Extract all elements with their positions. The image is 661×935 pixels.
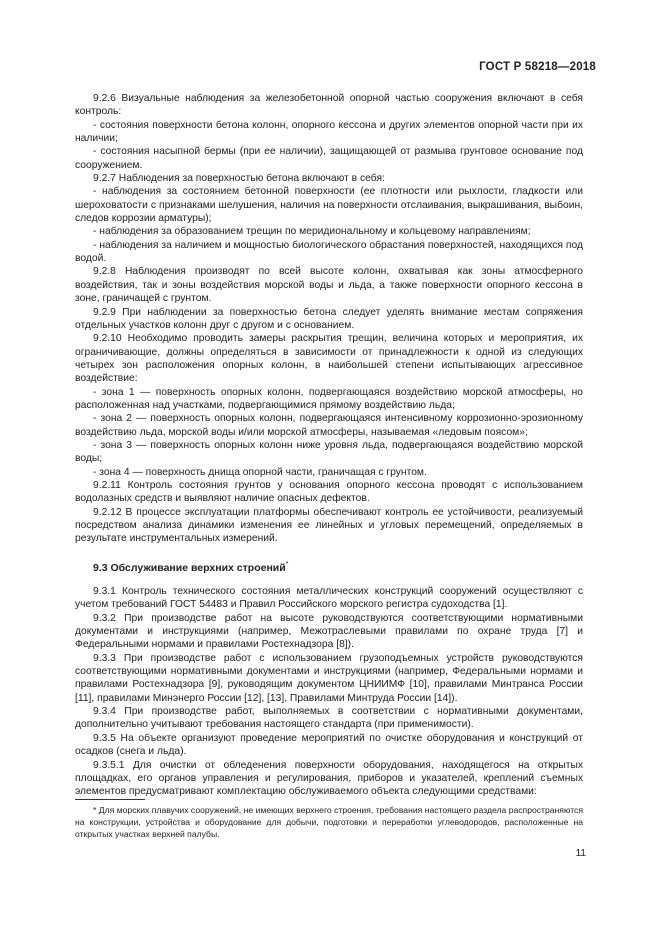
document-body xyxy=(75,92,583,799)
list-item: - наблюдения за образованием трещин по меридиональному и кольцевому направлениям; xyxy=(93,226,531,238)
paragraph: 9.2.8 Наблюдения производят по всей высоте колонн, охватывая как зоны атмосферного воздействия, так и зоны воздействия морской воды и льда, а также поверхности опорного кессона в зоне, граничащей с грунтом. xyxy=(75,266,583,305)
footnote-mark: * xyxy=(285,560,289,568)
paragraph: 9.2.7 Наблюдения за поверхностью бетона включают в себя: xyxy=(93,173,385,185)
list-item: - зона 2 — поверхность опорных колонн, подвергающаяся интенсивному коррозионно-эрозионному воздействию льда, морской воды и/или морской атмосферы, называемая «ледовым поясом»; xyxy=(75,413,583,438)
list-item: - зона 4 — поверхность днища опорной части, граничащая с грунтом. xyxy=(93,466,427,478)
paragraph: 9.3.1 Контроль технического состояния металлических конструкций сооружений осуществляют с учетом требований ГОСТ 54483 и Правил Российского морского регистра судоходства [1]. xyxy=(75,586,583,611)
paragraph: 9.3.5.1 Для очистки от обледенения поверхности оборудования, находящегося на открытых площадках, его органов управления и регулирования, приборов и указателей, креплений съемных элементов предусматривают комплектацию обслуживаемого объекта следующими средствами: xyxy=(75,759,583,798)
paragraph: 9.3.3 При производстве работ с использованием грузоподъемных устройств руководствуются соответствующими нормативными документами и инструкциями (например, Федеральными нормами и правилами Ростехнадзора [9], руководящим документом ЦНИИМФ [10], правилами Минтранса России [11], правилами Минэнерго России [12], [13], Правилами Минтруда России [14]). xyxy=(75,652,583,704)
list-item: - зона 1 — поверхность опорных колонн, подвергающаяся воздействию морской атмосферы, но расположенная над участками, подвергающимися прямому воздействию льда; xyxy=(75,386,583,411)
footnote: * Для морских плавучих сооружений, не имеющих верхнего строения, требования настоящего раздела распространяются на конструкции, устройства и оборудование для добычи, подготовки и переработки углеводородов, расположенные на открытых участках верхней палубы. xyxy=(75,805,583,840)
paragraph: 9.2.11 Контроль состояния грунтов у основания опорного кессона проводят с использованием водолазных средств и выявляют наличие опасных дефектов. xyxy=(75,479,583,505)
list-item: - наблюдения за состоянием бетонной поверхности (ее плотности или рыхлости, гладкости или шероховатости с признаками шелушения, наличия на поверхности отслаивания, выкрашивания, выбоин, следов коррозии арматуры); xyxy=(75,186,583,225)
list-item: - наблюдения за наличием и мощностью биологического обрастания поверхностей, находящихся под водой. xyxy=(75,239,583,265)
list-item: - зона 3 — поверхность опорных колонн ниже уровня льда, подвергающаяся воздействию морской воды; xyxy=(75,439,583,465)
paragraph: 9.2.12 В процессе эксплуатации платформы обеспечивают контроль ее устойчивости, реализуемый посредством анализа динамики изменения ее линейных и угловых перемещений, определяемых в результате инструментальных измерений. xyxy=(75,506,583,545)
paragraph: 9.3.4 При производстве работ, выполняемых в соответствии с нормативными документами, дополнительно учитывают требования настоящего стандарта (при применимости). xyxy=(75,706,583,731)
page-number: 11 xyxy=(575,848,586,859)
paragraph: 9.3.2 При производстве работ на высоте руководствуются соответствующими нормативными документами и инструкциями (например, Межотраслевыми правилами по охране труда [7] и Федеральными нормами и правилами Ростехнадзора [8]). xyxy=(75,612,583,651)
list-item: - состояния поверхности бетона колонн, опорного кессона и других элементов опорной части при их наличии; xyxy=(75,119,583,145)
footnote-divider xyxy=(75,799,145,800)
paragraph: 9.3.5 На объекте организуют проведение мероприятий по очистке оборудования и конструкций от осадков (снега и льда). xyxy=(75,732,583,758)
section-title xyxy=(75,558,583,575)
list-item: - состояния насыпной бермы (при ее наличии), защищающей от размыва грунтовое основание под сооружением. xyxy=(75,146,583,171)
standard-code-header: ГОСТ Р 58218—2018 xyxy=(479,61,596,73)
section-title-text: 9.3 Обслуживание верхних строений xyxy=(93,561,286,574)
paragraph: 9.2.10 Необходимо проводить замеры раскрытия трещин, величина которых и мероприятия, их ограничивающие, должны определяться в зависимости от принадлежности к одной из следующих четырех зон расположения опорных колонн, в наибольшей степени испытывающих агрессивное воздействие: xyxy=(75,333,583,385)
paragraph: 9.2.6 Визуальные наблюдения за железобетонной опорной частью сооружения включают в себя контроль: xyxy=(75,93,583,118)
paragraph: 9.2.9 При наблюдении за поверхностью бетона следует уделять внимание местам сопряжения отдельных участков колонн друг с другом и с основанием. xyxy=(75,306,583,331)
